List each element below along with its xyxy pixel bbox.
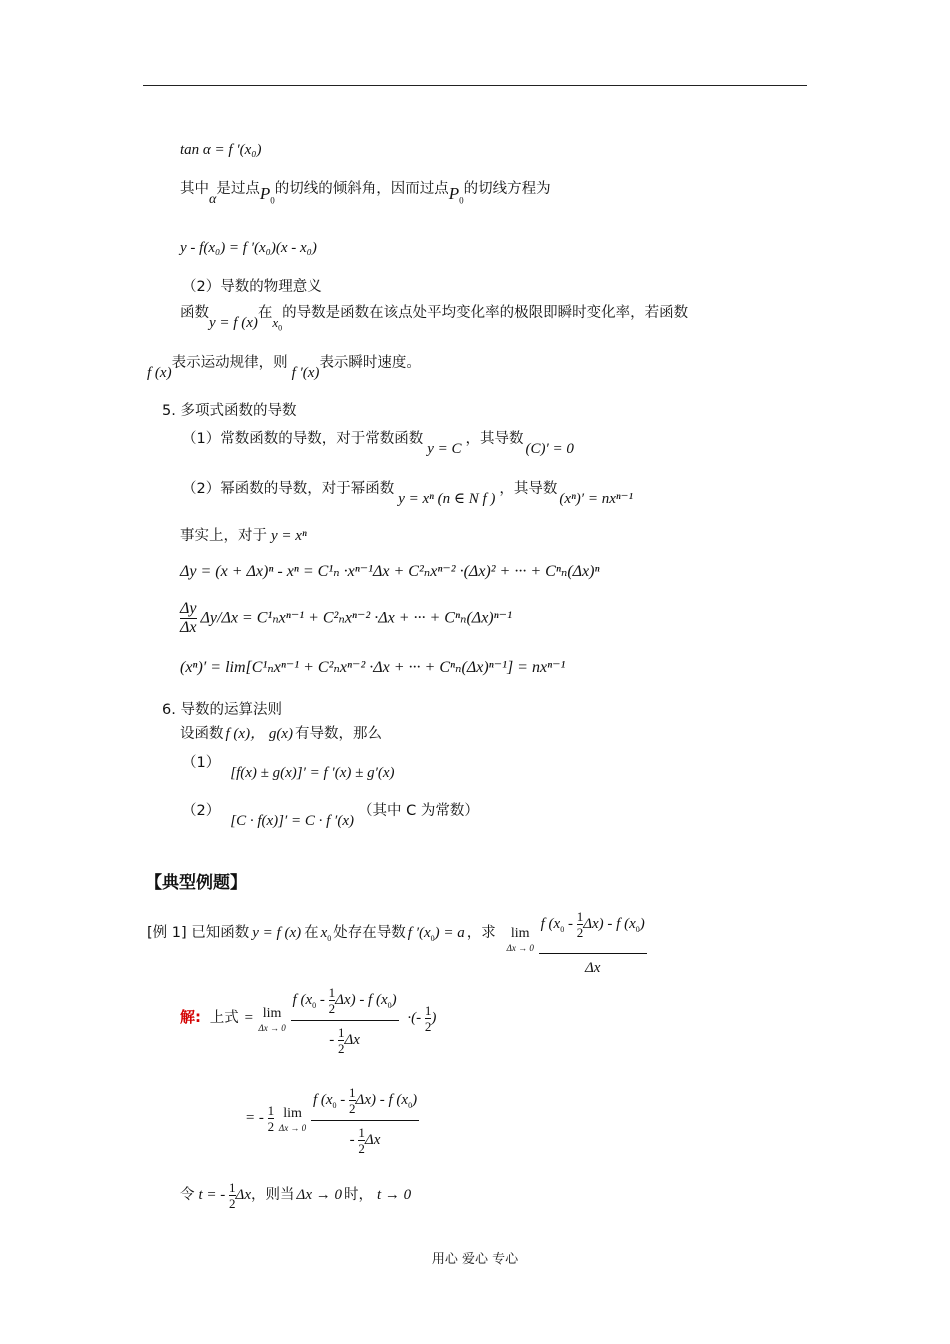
section-heading: 【典型例题】 [145,873,247,893]
ex1-label: [例 1] 已知函数 [147,925,250,941]
solution-lim: lim Δx → 0 [258,1006,286,1033]
solution-fraction: f ($x_0$ - $\frac{1}{2}$ Δx) - f $(x_0)$ - $\frac{1}{2}$ Δx [292,985,397,1056]
formula-ratio-block [180,600,512,637]
formula-y-c: y = C [427,441,462,457]
symbol-p0-2: $P_0$ [448,184,464,206]
ex1-text-derivative: 处存在导数 [333,925,406,941]
rule-2 [182,800,479,829]
step2-lim: lim Δx → 0 [278,1106,307,1133]
text-its-derivative: ，其导数 [465,431,524,447]
physical-meaning-line1 [180,302,689,333]
example-1 [147,905,647,976]
formula-tangent-line: y - f(x₀) = f ′(x₀)(x - x₀) [180,240,317,256]
formula-delta-y: Δy = (x + Δx)ⁿ - xⁿ = C¹ₙ ·xⁿ⁻¹Δx + C²ₙxⁿ⁻² ·(Δx)² + ··· + Cⁿₙ(Δx)ⁿ [180,563,600,580]
formula-y-xn: y = xⁿ (n ∈ N f ) [398,491,496,507]
text-in-fact: 事实上，对于 [180,528,267,544]
ex1-text-at: 在 [304,925,319,941]
text-constant-fn: （1）常数函数的导数，对于常数函数 [182,431,424,447]
formula-t-sub: t = - $\frac{1}{2}$ Δx [198,1180,252,1211]
ex1-lim: lim Δx → 0 [506,926,534,953]
formula-limit: (xⁿ)′ = lim[C¹ₙxⁿ⁻¹ + C²ₙxⁿ⁻² ·Δx + ··· + Cⁿₙ(Δx)ⁿ⁻¹] = nxⁿ⁻¹ [180,659,566,676]
text-then-when: ，则当 [251,1186,295,1203]
text-its-derivative-2: ，其导数 [499,481,558,497]
physical-meaning-title: （2）导数的物理意义 [182,279,322,295]
ex1-fraction: f ($x_0$ - $\frac{1}{2}$ Δx) - f $(x_0)$ Δx [539,905,647,978]
text-let-functions: 设函数 [180,726,224,742]
physical-meaning-line2 [147,352,421,381]
symbol-x0: $x_0$ [272,315,283,333]
text-derivative-meaning: 的导数是函数在该点处平均变化率的极限即瞬时变化率，若函数 [282,305,689,321]
header-rule [143,85,807,86]
text-zai: 在 [257,305,273,321]
section-6-title: 6. 导数的运算法则 [162,702,282,718]
formula-y-xn-2: y = xⁿ [271,528,307,544]
text-shiguodian: 是过点 [216,181,260,197]
formula-ex1-x0: $x_0$ [320,925,332,943]
solution-times: ·(- $\frac{1}{2}$ ) [407,1003,437,1034]
solution-block [180,985,436,1056]
text-qizhong: 其中 [180,181,209,197]
power-function-line [182,478,633,507]
formula-fx: f (x) [147,365,172,381]
formula-ex1-fn: y = f (x) [252,925,302,941]
text-let: 令 [180,1186,195,1203]
symbol-p0: $P_0$ [259,184,275,206]
solution-equals: = [243,1009,254,1026]
tangent-description [180,178,551,207]
text-hanshu: 函数 [180,305,209,321]
step2-coeff: = - $\frac{1}{2}$ [245,1103,275,1134]
ex1-text-find: ，求 [466,925,496,941]
solution-label: 解: [180,1007,201,1026]
text-tangent-eq: 的切线方程为 [463,181,551,197]
rules-intro [180,723,382,744]
formula-y-fx: y = f (x) [209,315,258,331]
formula-ex1-value: f $'(x_0) = a$ [407,925,465,943]
symbol-alpha: α [209,192,217,207]
text-tangent-angle: 的切线的倾斜角，因而过点 [274,181,449,197]
rule-2-note: （其中 C 为常数） [357,803,479,819]
rule-1-label: （1） [182,755,221,771]
step2-fraction: f ($x_0$ - $\frac{1}{2}$ Δx) - f $(x_0)$ - $\frac{1}{2}$ Δx [312,1085,418,1156]
text-instant-velocity: 表示瞬时速度。 [319,355,421,371]
text-power-fn: （2）幂函数的导数，对于幂函数 [182,481,395,497]
formula-rule-2: [C · f(x)]′ = C · f ′(x) [230,813,354,829]
text-time: 时， [343,1186,373,1203]
solution-step2 [245,1085,419,1156]
formula-rule-1: [f(x) ± g(x)]′ = f ′(x) ± g′(x) [230,765,395,781]
formula-fx-gx: f (x)， g(x) [225,726,293,742]
solution-text: 上式 [209,1009,239,1026]
text-have-derivatives: 有导数，那么 [294,726,382,742]
fraction-dy-dx: $\frac{\Delta y}{\Delta x}$ [180,600,197,636]
section-5-title: 5. 多项式函数的导数 [162,403,297,419]
formula-xn-prime: (xⁿ)′ = nxⁿ⁻¹ [559,491,633,507]
rule-2-label: （2） [182,803,221,819]
page-footer: 用心 爱心 专心 [431,1252,519,1267]
text-motion-law: 表示运动规律，则 [171,355,288,371]
formula-ratio: Δy/Δx = C¹ₙxⁿ⁻¹ + C²ₙxⁿ⁻² ·Δx + ··· + Cⁿₙ(Δx)ⁿ⁻¹ [200,609,512,627]
formula-tan: tan α = f ′(x₀) [180,142,262,158]
formula-dx-to-0: Δx → 0 [296,1186,342,1203]
formula-c-prime: (C)′ = 0 [525,441,574,457]
constant-function-line [182,428,574,457]
formula-fprime-x: f ′(x) [291,365,320,381]
fact-line [180,525,307,546]
formula-t-to-0: t → 0 [376,1186,412,1203]
rule-1 [182,752,395,781]
substitution-line [180,1180,411,1211]
